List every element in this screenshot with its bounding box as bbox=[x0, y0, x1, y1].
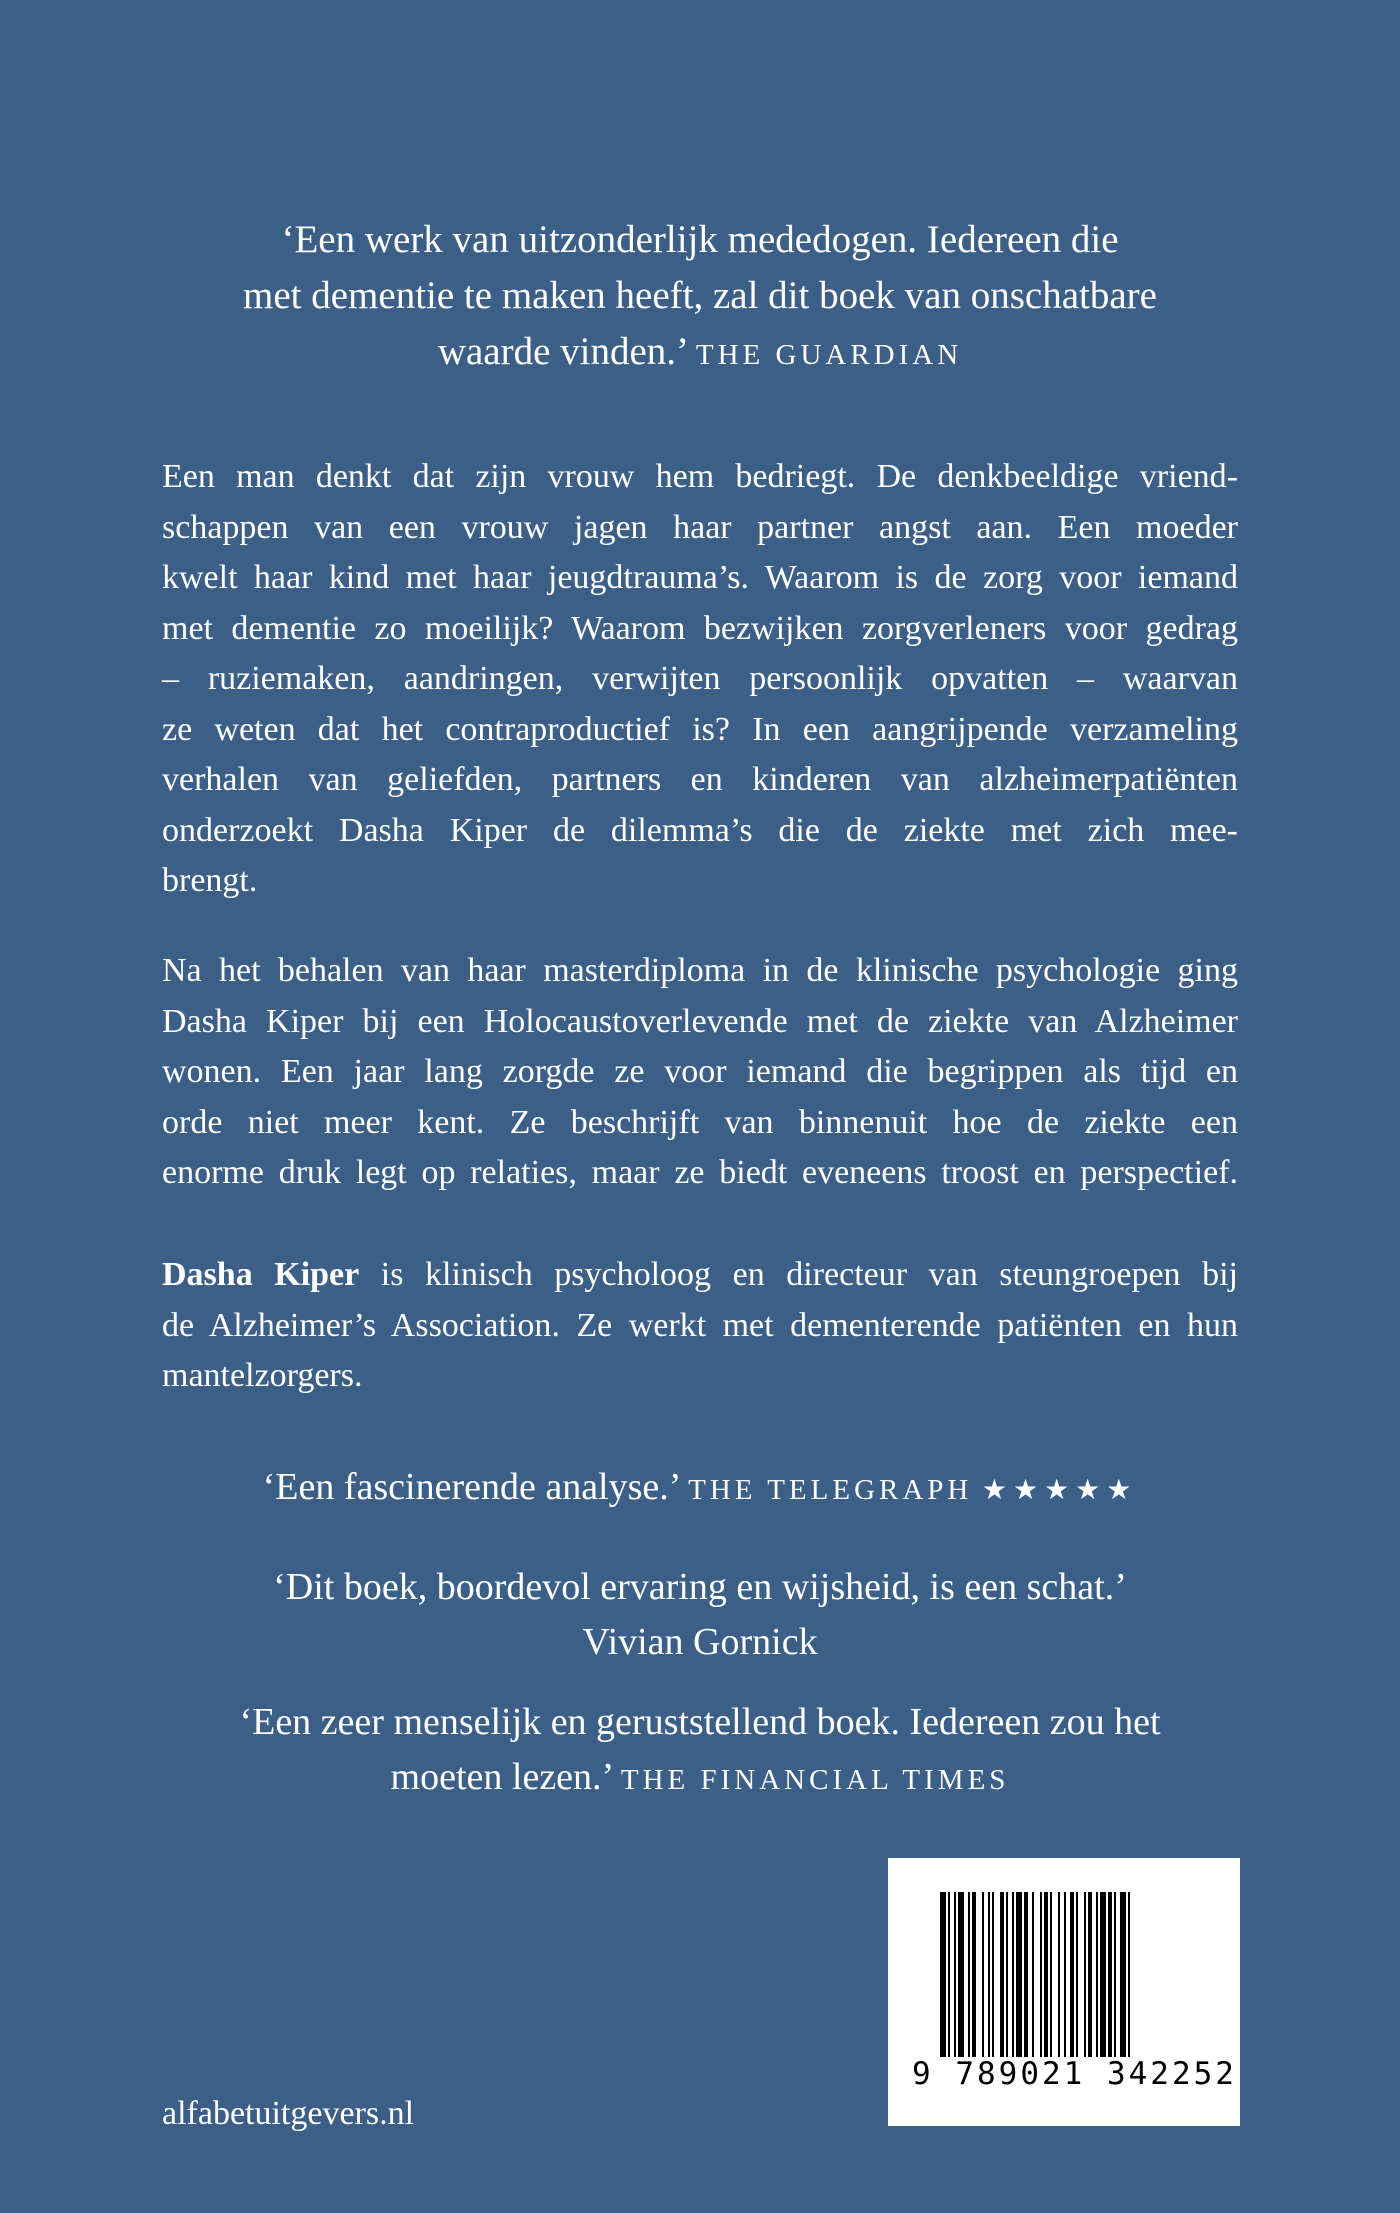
quote-gornick bbox=[150, 1560, 1250, 1670]
isbn-number: 9 789021 342252 bbox=[912, 2056, 1237, 2092]
description-line: brengt. bbox=[162, 862, 258, 899]
author-story-line: Na het behalen van haar masterdiploma in de klinische psychologie ging bbox=[162, 952, 1238, 989]
quote-gornick-source: Vivian Gornick bbox=[582, 1621, 818, 1663]
quote-guardian-text-end: waarde vinden.’ bbox=[437, 330, 687, 373]
description-line: ze weten dat het contraproductief is? In een aangrijpende verzameling bbox=[162, 710, 1238, 748]
author-story-line: Dasha Kiper bij een Holocaustoverlevende met de ziekte van Alzheimer bbox=[162, 1002, 1238, 1040]
description-line: onderzoekt Dasha Kiper de dilemma’s die de ziekte met zich mee- bbox=[162, 811, 1238, 849]
author-bio-line-3: mantelzorgers. bbox=[162, 1357, 363, 1394]
quote-telegraph-source: THE TELEGRAPH bbox=[688, 1474, 973, 1506]
quote-telegraph-text: ‘Een fascinerende analyse.’ bbox=[262, 1466, 679, 1508]
author-name: Dasha Kiper bbox=[162, 1256, 360, 1293]
description-line: met dementie zo moeilijk? Waarom bezwijken zorgverleners voor gedrag bbox=[162, 609, 1238, 647]
author-bio-line-2: de Alzheimer’s Association. Ze werkt met dementerende patiënten en hun bbox=[162, 1306, 1238, 1344]
description-line: Een man denkt dat zijn vrouw hem bedriegt. De denkbeeldige vriend- bbox=[162, 458, 1238, 495]
author-bio-line-1-rest: is klinisch psycholoog en directeur van steungroepen bij bbox=[359, 1256, 1238, 1293]
author-story bbox=[162, 946, 1238, 1199]
quote-ft-line-2 bbox=[150, 1750, 1250, 1808]
quote-guardian bbox=[150, 212, 1250, 383]
quote-ft-source: THE FINANCIAL TIMES bbox=[620, 1764, 1010, 1796]
author-story-line: wonen. Een jaar lang zorgde ze voor iemand die begrippen als tijd en bbox=[162, 1053, 1238, 1090]
quote-telegraph bbox=[150, 1460, 1250, 1518]
description-line: schappen van een vrouw jagen haar partner angst aan. Een moeder bbox=[162, 508, 1238, 546]
barcode bbox=[888, 1858, 1240, 2126]
quote-guardian-line-2: met dementie te maken heeft, zal dit boek van onschatbare bbox=[243, 274, 1157, 317]
description-line: verhalen van geliefden, partners en kinderen van alzheimerpatiënten bbox=[162, 761, 1238, 798]
barcode-bars-icon bbox=[940, 1892, 1190, 2057]
quote-gornick-text: ‘Dit boek, boordevol ervaring en wijsheid, is een schat.’ bbox=[273, 1566, 1127, 1608]
author-story-line: orde niet meer kent. Ze beschrijft van binnenuit hoe de ziekte een bbox=[162, 1103, 1238, 1141]
author-bio-line-1 bbox=[162, 1250, 1238, 1301]
book-description bbox=[162, 452, 1238, 907]
description-line: kwelt haar kind met haar jeugdtrauma’s. Waarom is de zorg voor iemand bbox=[162, 559, 1238, 596]
description-line: – ruziemaken, aandringen, verwijten persoonlijk opvatten – waarvan bbox=[162, 660, 1238, 697]
publisher-website: alfabetuitgevers.nl bbox=[162, 2095, 415, 2132]
author-bio bbox=[162, 1250, 1238, 1402]
quote-guardian-source: THE GUARDIAN bbox=[695, 339, 963, 371]
quote-guardian-line-3 bbox=[150, 324, 1250, 383]
quote-telegraph-line bbox=[150, 1460, 1250, 1518]
quote-guardian-line-1: ‘Een werk van uitzonderlijk mededogen. Iedereen die bbox=[281, 218, 1119, 261]
quote-ft-line-1: ‘Een zeer menselijk en geruststellend boek. Iedereen zou het bbox=[239, 1701, 1161, 1743]
quote-ft-text-end: moeten lezen.’ bbox=[390, 1756, 612, 1798]
rating-stars-icon: ★★★★★ bbox=[981, 1475, 1138, 1506]
quote-financial-times bbox=[150, 1695, 1250, 1808]
author-story-line: enorme druk legt op relaties, maar ze biedt eveneens troost en perspectief. bbox=[162, 1154, 1238, 1191]
